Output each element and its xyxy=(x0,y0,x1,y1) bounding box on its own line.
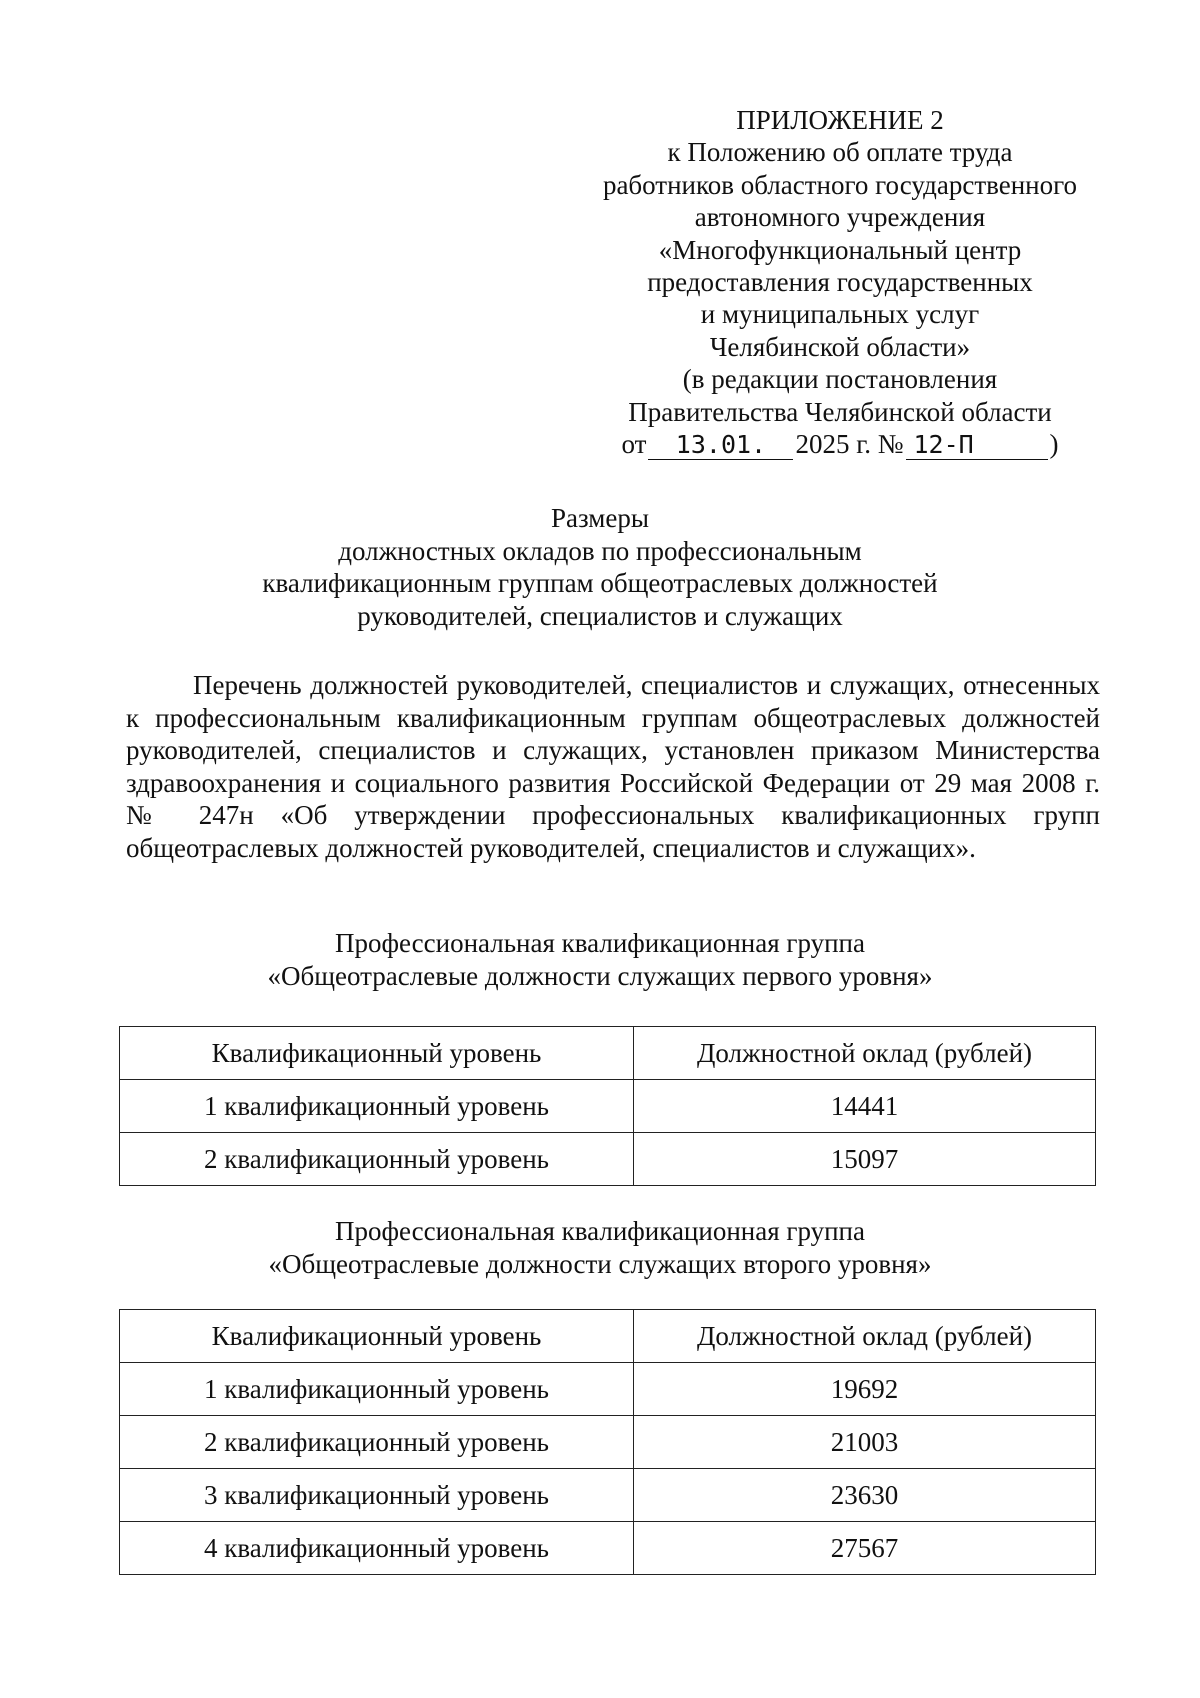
date-field: 13.01. xyxy=(648,431,793,460)
column-header: Должностной оклад (рублей) xyxy=(634,1027,1096,1080)
table-row xyxy=(120,1363,1096,1416)
intro-paragraph xyxy=(126,669,1100,865)
level-cell: 2 квалификационный уровень xyxy=(120,1416,634,1469)
level-cell: 3 квалификационный уровень xyxy=(120,1469,634,1522)
salary-cell: 23630 xyxy=(634,1469,1096,1522)
column-header: Квалификационный уровень xyxy=(120,1027,634,1080)
level-cell: 1 квалификационный уровень xyxy=(120,1080,634,1133)
group-1-heading xyxy=(100,927,1100,992)
table-row xyxy=(120,1080,1096,1133)
annex-line: (в редакции постановления xyxy=(682,364,998,395)
annex-date-line xyxy=(560,428,1120,460)
salary-cell: 15097 xyxy=(634,1133,1096,1186)
level-cell: 1 квалификационный уровень xyxy=(120,1363,634,1416)
close-paren: ) xyxy=(1049,429,1059,460)
salary-cell: 14441 xyxy=(634,1080,1096,1133)
salary-cell: 19692 xyxy=(634,1363,1096,1416)
annex-line: «Многофункциональный центр xyxy=(658,234,1022,265)
annex-line: к Положению об оплате труда xyxy=(667,137,1013,168)
annex-line: предоставления государственных xyxy=(647,267,1033,298)
salary-table-group-1 xyxy=(119,1026,1096,1186)
table-row xyxy=(120,1133,1096,1186)
level-cell: 4 квалификационный уровень xyxy=(120,1522,634,1575)
annex-line: и муниципальных услуг xyxy=(700,299,980,330)
annex-line: Челябинской области» xyxy=(709,331,971,362)
annex-line: работников областного государственного xyxy=(602,169,1078,200)
group-heading-line: Профессиональная квалификационная группа xyxy=(335,1216,865,1246)
column-header: Квалификационный уровень xyxy=(120,1310,634,1363)
date-prefix: от xyxy=(621,429,647,460)
level-cell: 2 квалификационный уровень xyxy=(120,1133,634,1186)
column-header: Должностной оклад (рублей) xyxy=(634,1310,1096,1363)
title-line: руководителей, специалистов и служащих xyxy=(357,600,843,631)
group-heading-line: «Общеотраслевые должности служащих первого уровня» xyxy=(267,960,933,991)
annex-line: автономного учреждения xyxy=(694,202,986,233)
document-title xyxy=(100,502,1100,632)
annex-line: Правительства Челябинской области xyxy=(628,396,1052,427)
group-2-heading xyxy=(100,1215,1100,1280)
salary-table-group-2 xyxy=(119,1309,1096,1575)
title-line: должностных окладов по профессиональным xyxy=(338,535,862,566)
title-line: Размеры xyxy=(551,503,649,533)
table-header-row xyxy=(120,1310,1096,1363)
group-heading-line: Профессиональная квалификационная группа xyxy=(335,928,865,958)
year-text: 2025 г. № xyxy=(795,429,904,460)
number-field: 12-П xyxy=(906,431,1048,460)
table-row xyxy=(120,1522,1096,1575)
table-row xyxy=(120,1469,1096,1522)
salary-cell: 21003 xyxy=(634,1416,1096,1469)
annex-header xyxy=(560,104,1120,460)
salary-cell: 27567 xyxy=(634,1522,1096,1575)
annex-title: ПРИЛОЖЕНИЕ 2 xyxy=(736,105,944,135)
title-line: квалификационным группам общеотраслевых должностей xyxy=(262,568,938,598)
group-heading-line: «Общеотраслевые должности служащих второго уровня» xyxy=(268,1248,932,1279)
intro-text: Перечень должностей руководителей, специалистов и служащих, отнесенных к профессиональным квалификационным группам общеотраслевых должностей руководителей, специалистов и служащих, установлен приказом Министерства здравоохранения и социального развития Российской Федерации от 29 мая 2008 г. № 247н «Об утверждении профессиональных квалификационных групп общеотраслевых должностей руководителей, специалистов и служащих». xyxy=(126,670,1100,863)
table-row xyxy=(120,1416,1096,1469)
table-header-row xyxy=(120,1027,1096,1080)
